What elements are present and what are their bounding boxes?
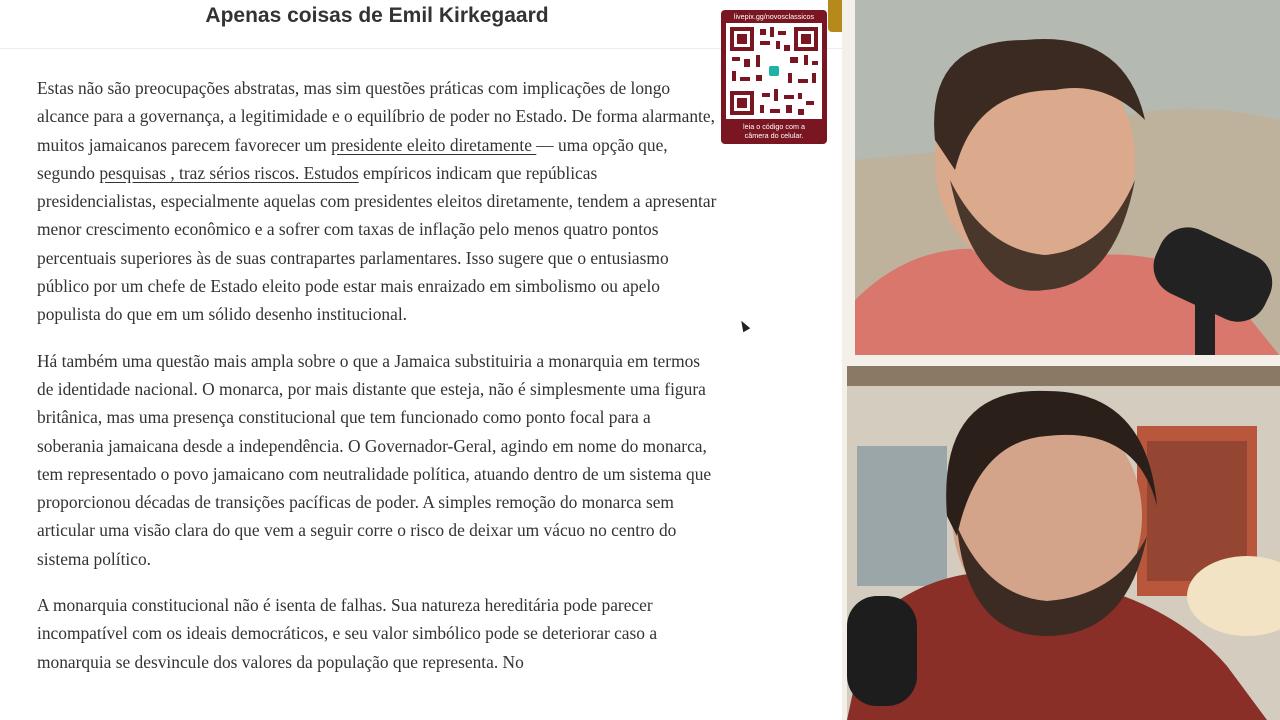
header-accent-tab [828, 0, 842, 32]
p1-text-1: Estas não são preocupações abstratas, mas sim questões práticas com implicações de longo alcance para a governança, a legitimidade e o equilíbrio de poder no Estado. De forma alarmante, muitos jamaicanos parecem favorecer um [37, 78, 715, 155]
webcam-bottom-host [847, 366, 1280, 720]
link-pesquisas[interactable]: pesquisas , traz sérios riscos. Estudos [99, 162, 359, 183]
qr-url: livepix.gg/novosclassicos [733, 12, 815, 21]
paragraph-3: A monarquia constitucional não é isenta de falhas. Sua natureza hereditária pode parecer incompatível com os ideais democráticos, e seu valor simbólico pode se deteriorar caso a monarquia se desvincule dos valores da população que representa. No [37, 595, 658, 672]
qr-caption-line-2: câmera do celular. [744, 131, 804, 140]
qr-caption-line-1: leia o código com a [743, 122, 805, 131]
paragraph-1 [37, 74, 717, 329]
site-title[interactable]: Apenas coisas de Emil Kirkegaard [205, 4, 549, 27]
webcam-bottom-image [847, 366, 1280, 720]
p1-text-2: — uma opção que, segundo [37, 134, 668, 183]
p1-text-3: empíricos indicam que repúblicas presidencialistas, especialmente aquelas com presidentes eleitos diretamente, tendem a apresentar menor crescimento econômico e a sofrer com taxas de inflação pelo menos quatro pontos percentuais superiores às de suas contrapartes parlamentares. Isso sugere que o entusiasmo público por um chefe de Estado eleito pode estar mais enraizado em simbolismo ou apelo populista do que em um sólido desenho institucional. [37, 162, 717, 325]
mouse-cursor-icon [738, 319, 750, 333]
qr-code-graphic [726, 23, 822, 119]
article-body [37, 74, 717, 694]
qr-code-icon [726, 23, 822, 119]
link-presidente-eleito[interactable]: presidente eleito diretamente [331, 134, 537, 155]
site-header [0, 0, 842, 49]
qr-caption [721, 122, 827, 140]
webcam-top-host [855, 0, 1280, 356]
webcam-top-image [855, 0, 1280, 356]
paragraph-2: Há também uma questão mais ampla sobre o que a Jamaica substituiria a monarquia em termos de identidade nacional. O monarca, por mais distante que esteja, não é simplesmente uma figura britânica, mas uma presença constitucional que tem funcionado como ponto focal para a soberania jamaicana desde a independência. O Governador-Geral, agindo em nome do monarca, tem representado o povo jamaicano com neutralidade política, atuando dentro de um sistema que proporcionou décadas de transições pacíficas de poder. A simples remoção do monarca sem articular uma visão clara do que vem a seguir corre o risco de deixar um vácuo no centro do sistema político. [37, 350, 712, 569]
qr-overlay [721, 10, 827, 144]
